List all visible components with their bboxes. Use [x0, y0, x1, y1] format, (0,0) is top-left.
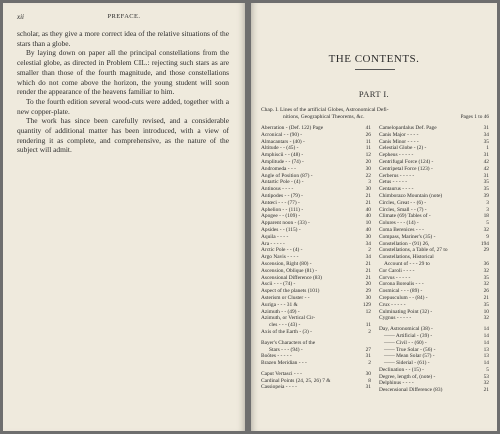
index-entry — [379, 295, 489, 302]
index-entry-term: Corvus - - - - - — [379, 274, 411, 281]
index-entry — [261, 288, 371, 295]
preface-paragraph: By laying down on paper all the principal constellations from the celestial globe, as directed in Problem CIL.: rejecting such stars as are smaller than those of the fourth magnitude, and those constellations which do not come above the horizon, the young student will soon render the appearance of the heavens familiar to him. — [17, 48, 229, 97]
index-entry-page: 14 — [483, 339, 489, 346]
index-entry-page: 2 — [368, 328, 371, 335]
index-entry-page: 35 — [483, 274, 489, 281]
index-entry-term: Centaurus - - - - — [379, 186, 414, 193]
index-entry-term: Corona Borealis - - - — [379, 281, 424, 288]
index-entry-term: Cetus - - - - - — [379, 179, 407, 186]
left-page — [3, 3, 245, 431]
index-entry-page: 14 — [483, 360, 489, 367]
index-entry — [379, 360, 489, 367]
index-entry-page: 1 — [486, 145, 489, 152]
index-entry-page: 40 — [365, 213, 371, 220]
index-entry-page: 31 — [365, 384, 371, 391]
index-entry-term: Apparent noon - (33) - — [261, 220, 310, 227]
index-entry-page: 31 — [365, 353, 371, 360]
index-entry-page: 12 — [365, 308, 371, 315]
index-entry-term: Antipodes - - (79) - — [261, 192, 303, 199]
index-entry-page: 32 — [483, 315, 489, 322]
contents-title: THE CONTENTS. — [328, 53, 420, 65]
index-entry-term: Aphelion - - (111) - — [261, 206, 304, 213]
chapter-pages: Pages 1 to 46 — [460, 114, 489, 120]
index-entry-page: 20 — [365, 281, 371, 288]
index-entry-term: Crux - - - - - — [379, 301, 406, 308]
index-entry-term: Brazen Meridian - - - — [261, 360, 307, 367]
index-entry — [261, 268, 371, 275]
index-entry — [261, 371, 371, 378]
index-entry — [379, 387, 489, 394]
index-entry — [379, 247, 489, 254]
index-entry-page: 27 — [365, 346, 371, 353]
index-entry — [379, 302, 489, 309]
index-entry-page: 21 — [365, 192, 371, 199]
index-entry — [379, 254, 489, 261]
chapter-line-2: nitions, Geographical Theorems, &c. — [283, 114, 365, 120]
index-entry-term: —— Artificial - (39) - — [384, 332, 433, 339]
index-entry-page: 5 — [486, 366, 489, 373]
index-entry — [379, 173, 489, 180]
index-entry-term: Cosmical - - - (89) - — [379, 288, 423, 295]
index-entry-page: 30 — [365, 370, 371, 377]
preface-paragraph: To the fourth edition several wood-cuts were added, together with a new copper-plate. — [17, 96, 229, 116]
right-page — [251, 3, 497, 431]
index-entry-term: Acronical - - (90) - — [261, 131, 303, 138]
index-entry-page: 26 — [483, 288, 489, 295]
index-entry-term: Coma Berenices - - - — [379, 226, 424, 233]
index-entry — [261, 347, 371, 354]
index-entry-page: 21 — [483, 387, 489, 394]
index-entry — [261, 220, 371, 227]
index-entry-page: 12 — [365, 152, 371, 159]
part-heading: PART I. — [358, 89, 390, 99]
index-entry-page: 21 — [365, 260, 371, 267]
index-entry-page: 53 — [483, 373, 489, 380]
index-entry — [379, 288, 489, 295]
index-entry-term: Ascension, Right (80) - — [261, 260, 312, 267]
index-entry-page: 20 — [365, 158, 371, 165]
index-entry — [261, 179, 371, 186]
index-entry — [379, 145, 489, 152]
index-entry-term: Aquila - - - - — [261, 233, 289, 240]
index-entry-page: 34 — [483, 131, 489, 138]
index-entry — [379, 367, 489, 374]
index-entry-term: Boötes - - - - - — [261, 353, 292, 360]
index-entry-page: 3 — [368, 179, 371, 186]
index-entry — [261, 193, 371, 200]
index-entry — [379, 333, 489, 340]
index-entry-page: 3 — [486, 199, 489, 206]
index-entry — [261, 166, 371, 173]
index-entry — [379, 340, 489, 347]
index-entry-page: 3 — [486, 206, 489, 213]
index-entry — [379, 275, 489, 282]
index-entry-page: 10 — [483, 308, 489, 315]
index-entry-term: Declination - - (15) - — [379, 366, 424, 373]
index-entry-term: Andromeda - - - — [261, 165, 296, 172]
index-entry-page: 34 — [365, 240, 371, 247]
index-entry-term: Constellations, Historical — [379, 254, 434, 261]
index-entry-page: 32 — [483, 267, 489, 274]
index-entry-term: Altitude - - (45) - — [261, 145, 299, 152]
index-entry-term: —— Civil - - (60) - — [384, 339, 427, 346]
index-entry-term: Amphiscii - - (48) - — [261, 152, 304, 159]
index-entry — [261, 309, 371, 316]
index-entry-term: Descensional Difference (83) — [379, 387, 443, 394]
preface-paragraph: The work has since been carefully revised, and a considerable quantity of additional matter has been introduced, with a view of rendering it as complete, and comprehensive, as the nature of the subject will admit. — [17, 116, 229, 155]
index-entry-page: 40 — [365, 206, 371, 213]
index-entry-page: 35 — [483, 138, 489, 145]
index-entry-page: 26 — [365, 131, 371, 138]
index-entry-term: Ascii - - - (74) - — [261, 281, 296, 288]
index-entry-term: Auriga - - - 31 & — [261, 301, 298, 308]
index-entry-term: Azimuth - - (49) - — [261, 308, 300, 315]
index-entry-page: 31 — [483, 152, 489, 159]
index-entry-term: Ara - - - - - — [261, 240, 285, 247]
index-entry-page: 11 — [365, 138, 371, 145]
index-entry-page: 30 — [365, 186, 371, 193]
index-entry-term: —— Mean Solar (57) - — [384, 353, 435, 360]
index-entry-term: —— True Solar - (56) - — [384, 346, 436, 353]
index-entry-page: 35 — [483, 179, 489, 186]
index-entry-page: 32 — [483, 380, 489, 387]
index-entry-term: Aspect of the planets (101) — [261, 288, 320, 295]
index-entry — [261, 302, 371, 309]
index-entry-page: 42 — [483, 165, 489, 172]
index-entry-term: Delphinus - - - - — [379, 380, 414, 387]
title-rule — [355, 69, 395, 70]
index-entry-term: Apsides - - (115) - — [261, 226, 301, 233]
index-entry-term: Bayer's Characters of the — [261, 339, 316, 346]
index-entry-term: Cepheus - - - - - — [379, 152, 414, 159]
index-entry — [261, 186, 371, 193]
index-entry-term: Antartic Pole - (4) - — [261, 179, 304, 186]
index-entry-term: Centrifugal Force (124) - — [379, 158, 434, 165]
index-entry-term: Cassiopeia - - - - — [261, 384, 297, 391]
index-entry-term: Almacantars - (40) - — [261, 138, 305, 145]
index-entry — [379, 125, 489, 132]
index-entry-page: 5 — [486, 220, 489, 227]
index-entry-page: 14 — [483, 332, 489, 339]
index-entry-page: 35 — [483, 186, 489, 193]
index-entry-page: 21 — [365, 274, 371, 281]
index-entry — [379, 315, 489, 322]
chapter-heading — [261, 107, 489, 121]
index-column-2 — [379, 125, 489, 394]
index-entry-term: cles - - - (43) - — [269, 322, 301, 329]
index-entry-page: 21 — [365, 199, 371, 206]
index-entry — [379, 261, 489, 268]
chapter-line-1: Chap. I. Lines of the artificial Globes, Astronomical Defi- — [261, 107, 389, 113]
index-entry-page: 39 — [483, 192, 489, 199]
index-entry-page: 13 — [483, 346, 489, 353]
index-entry-term: Arctic Pole - - (4) - — [261, 247, 303, 254]
index-entry-term: Canis Minor - - - - — [379, 138, 419, 145]
index-entry — [261, 247, 371, 254]
index-entry-term: Cor Caroli - - - - — [379, 267, 415, 274]
index-entry — [379, 132, 489, 139]
index-entry-page: 31 — [483, 172, 489, 179]
page-number: xii — [17, 13, 24, 21]
index-entry — [261, 125, 371, 132]
preface-paragraph: scholar, as they give a more correct idea of the relative situations of the stars than a globe. — [17, 29, 229, 48]
index-entry-page: 9 — [486, 233, 489, 240]
index-entry — [261, 360, 371, 367]
index-entry-term: Canis Major - - - - — [379, 131, 419, 138]
index-entry — [261, 159, 371, 166]
index-entry-term: Amplitude - - (74) - — [261, 158, 304, 165]
index-column-1 — [261, 125, 371, 391]
index-entry-term: Antinous - - - - — [261, 186, 294, 193]
index-entry — [261, 295, 371, 302]
index-entry-page: 42 — [483, 158, 489, 165]
index-entry-page: 29 — [483, 247, 489, 254]
left-page-header — [17, 13, 231, 23]
index-entry — [379, 227, 489, 234]
index-entry-term: Colures - - - (14) - — [379, 220, 419, 227]
index-entry-page: 36 — [483, 260, 489, 267]
index-entry — [379, 220, 489, 227]
index-entry — [379, 309, 489, 316]
index-entry-term: Account of - - - 29 to — [384, 260, 430, 267]
index-entry — [261, 234, 371, 241]
index-entry — [379, 166, 489, 173]
index-entry-page: 21 — [483, 294, 489, 301]
index-entry — [379, 186, 489, 193]
index-entry-page: 129 — [362, 301, 371, 308]
index-entry-page: 14 — [483, 326, 489, 333]
index-entry — [261, 329, 371, 336]
index-entry-term: Axis of the Earth - (3) - — [261, 328, 312, 335]
index-entry — [379, 200, 489, 207]
index-entry-page: 30 — [365, 165, 371, 172]
index-entry-page: 40 — [365, 226, 371, 233]
index-entry — [261, 132, 371, 139]
index-entry-term: Cardinal Points (24, 25, 26) 7 & — [261, 377, 331, 384]
index-entry — [379, 193, 489, 200]
index-entry — [379, 234, 489, 241]
index-entry-page: 30 — [365, 233, 371, 240]
index-entry-term: Climate (69) Tables of - — [379, 213, 431, 220]
index-entry — [379, 374, 489, 381]
index-entry-page: 10 — [365, 220, 371, 227]
index-entry-term: Apogee - - (109) - — [261, 213, 301, 220]
index-entry-page: 194 — [480, 240, 489, 247]
preface-text — [17, 29, 229, 155]
index-entry — [379, 179, 489, 186]
index-entry-term: Crepusculum - - (84) - — [379, 294, 428, 301]
index-entry — [261, 340, 371, 347]
index-entry-page: 35 — [483, 301, 489, 308]
index-entry-page: 11 — [365, 322, 371, 329]
index-entry-term: Stars - - - (94) - — [269, 346, 303, 353]
index-entry — [379, 152, 489, 159]
index-entry — [261, 254, 371, 261]
index-entry — [261, 353, 371, 360]
index-entry-term: Aberration - (Def. 122) Page — [261, 125, 324, 131]
index-entry-term: Constellation - (91) 26, — [379, 240, 430, 247]
index-entry-term: Compass, Mariner's (35) - — [379, 233, 436, 240]
index-entry-page: 30 — [365, 294, 371, 301]
index-entry-term: Constellations, a Table of, 27 to — [379, 247, 448, 254]
index-entry-page: 8 — [368, 377, 371, 384]
index-entry-page: 41 — [365, 125, 371, 131]
index-entry-term: Angle of Position (87) - — [261, 172, 313, 179]
index-entry-term: Chimborazo Mountain (note) — [379, 192, 443, 199]
index-entry-term: Cerberus - - - - - — [379, 172, 415, 179]
index-entry-page: 32 — [483, 226, 489, 233]
index-entry-term: Degree, length of, (note) - — [379, 373, 436, 380]
index-entry-term: Day, Astronomical (38) - — [379, 326, 433, 333]
index-entry — [261, 152, 371, 159]
index-entry — [261, 200, 371, 207]
index-entry-page: 29 — [365, 288, 371, 295]
index-entry — [261, 378, 371, 385]
index-entry-term: Cygnus - - - - - — [379, 315, 412, 322]
index-entry-term: Ascensional Difference (83) — [261, 274, 322, 281]
index-entry — [261, 261, 371, 268]
index-entry-page: 34 — [365, 254, 371, 261]
index-entry-term: Celestial Globe - (2) - — [379, 145, 427, 152]
index-entry-page: 2 — [368, 247, 371, 254]
index-entry-page: 22 — [365, 172, 371, 179]
index-entry-page: 11 — [365, 145, 371, 152]
index-entry-term: Antœci - - - (77) - — [261, 199, 300, 206]
index-entry — [379, 268, 489, 275]
running-title: PREFACE. — [107, 13, 141, 20]
index-entry-term: Circles, Small - - (7) - — [379, 206, 427, 213]
index-entry-term: Azimuth, or Vertical Cir- — [261, 315, 315, 322]
index-entry-term: Asterism or Cluster - - — [261, 294, 310, 301]
index-entry — [379, 326, 489, 333]
index-entry-page: 31 — [483, 125, 489, 131]
index-entry-term: Argo Navis - - - - — [261, 254, 299, 261]
index-entry-term: Circles, Great - - (6) - — [379, 199, 426, 206]
index-entry-page: 2 — [368, 360, 371, 367]
index-entry — [261, 384, 371, 391]
index-entry-page: 32 — [483, 281, 489, 288]
index-entry-term: Caput Vertasci - - - — [261, 370, 302, 377]
index-entry-page: 18 — [483, 213, 489, 220]
index-entry-page: 21 — [365, 267, 371, 274]
index-entry-term: Camelopardalus Def. Page — [379, 125, 437, 131]
index-entry-term: Culminating Point (32) - — [379, 308, 433, 315]
index-entry-term: Ascension, Oblique (81) - — [261, 267, 317, 274]
index-entry-term: —— Siderial - (61) - — [384, 360, 430, 367]
index-entry-page: 13 — [483, 353, 489, 360]
index-entry — [261, 227, 371, 234]
index-entry-term: Centripetal Force (123) - — [379, 165, 433, 172]
index-entry — [261, 322, 371, 329]
index-entry — [379, 159, 489, 166]
